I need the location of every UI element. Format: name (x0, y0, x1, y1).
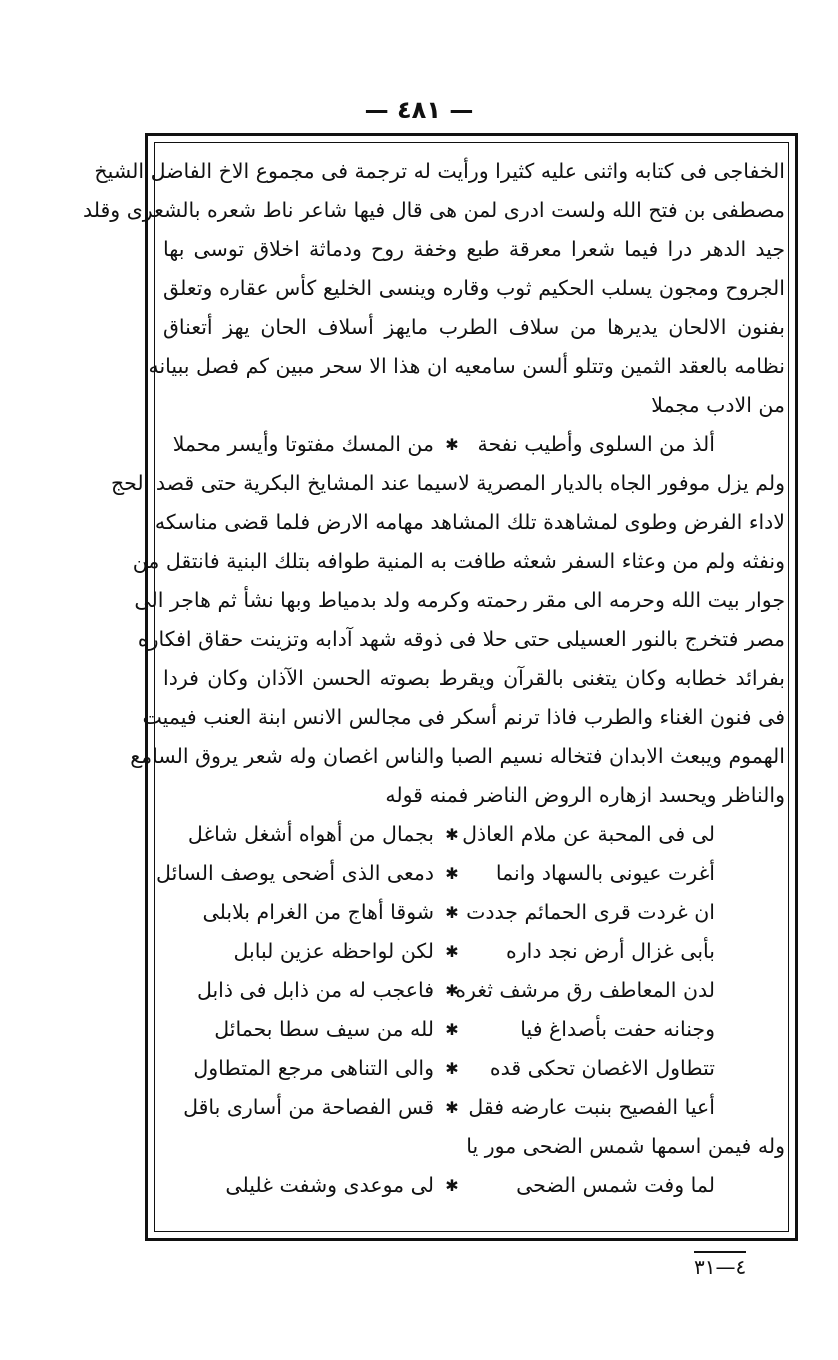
prose-line: مصطفى بن فتح الله ولست ادرى لمن هى قال فيها شاعر ناط شعره بالشعرى وقلد (82, 198, 785, 222)
verse-separator-star: ✱ (445, 435, 459, 454)
verse-separator-star: ✱ (445, 1098, 459, 1117)
verse-second-hemistich: من المسك مفتوتا وأيسر محملا (172, 432, 434, 456)
verse-line (163, 932, 785, 971)
verse-separator-star: ✱ (445, 825, 459, 844)
verse-separator-star: ✱ (445, 981, 459, 1000)
prose-line: مصر فتخرج بالنور العسيلى حتى حلا فى ذوقه شهد آدابه وتزينت حقاق افكاره (137, 627, 785, 651)
verse-line (163, 971, 785, 1010)
verse-separator-star: ✱ (445, 864, 459, 883)
verse-first-hemistich: لى فى المحبة عن ملام العاذل (462, 822, 715, 846)
verse-second-hemistich: لى موعدى وشفت غليلى (225, 1173, 434, 1197)
verse-second-hemistich: قس الفصاحة من أسارى باقل (183, 1095, 434, 1119)
verse-second-hemistich: والى التناهى مرجع المتطاول (193, 1056, 434, 1080)
verse-second-hemistich: لكن لواحظه عزين لبابل (233, 939, 434, 963)
verse-line (163, 1049, 785, 1088)
verse-second-hemistich: بجمال من أهواه أشغل شاغل (187, 822, 434, 846)
signature-mark: ٤—٣١ (694, 1251, 746, 1279)
verse-line (163, 893, 785, 932)
verse-second-hemistich: دمعى الذى أضحى يوصف السائل (156, 861, 434, 885)
verse-first-hemistich: تتطاول الاغصان تحكى قده (489, 1056, 715, 1080)
body-text (82, 152, 785, 1205)
prose-line: نظامه بالعقد الثمين وتتلو ألسن سامعيه ان هذا الا سحر مبين كم فصل ببيانه (148, 354, 785, 378)
prose-line: والناظر ويحسد ازهاره الروض الناضر فمنه قوله (385, 783, 785, 807)
verse-line (156, 854, 785, 893)
verse-separator-star: ✱ (445, 1059, 459, 1078)
verse-line (163, 1088, 785, 1127)
verse-separator-star: ✱ (445, 1020, 459, 1039)
prose-line: ولم يزل موفور الجاه بالديار المصرية لاسيما عند المشايخ البكرية حتى قصد الحج (110, 471, 785, 495)
prose-line: ونفثه ولم من وعثاء السفر شعثه طافت به المنية طوافه بتلك البنية فانتقل من (132, 549, 785, 573)
prose-line: لاداء الفرض وطوى لمشاهدة تلك المشاهد مهامه الارض فلما قضى مناسكه (154, 510, 785, 534)
prose-line: الخفاجى فى كتابه واثنى عليه كثيرا ورأيت له ترجمة فى مجموع الاخ الفاضل الشيخ (94, 159, 785, 183)
verse-separator-star: ✱ (445, 942, 459, 961)
verse-first-hemistich: ألذ من السلوى وأطيب نفحة (477, 432, 715, 456)
verse-first-hemistich: أعيا الفصيح بنبت عارضه فقل (468, 1095, 715, 1119)
prose-line: بفرائد خطابه وكان يتغنى بالقرآن ويقرط بصوته الحسن الآذان وكان فردا (163, 666, 785, 690)
verse-first-hemistich: أغرت عيونى بالسهاد وانما (495, 861, 715, 885)
verse-line (163, 425, 785, 464)
verse-separator-star: ✱ (445, 903, 459, 922)
prose-line: الهموم ويبعث الابدان فتخاله نسيم الصبا والناس اغصان وله شعر يروق السامع (130, 744, 785, 768)
verse-line (163, 1166, 785, 1205)
verse-first-hemistich: وجنانه حفت بأصداغ فيا (520, 1017, 715, 1041)
prose-line: فى فنون الغناء والطرب فاذا ترنم أسكر فى مجالس الانس ابنة العنب فيميت (142, 705, 785, 729)
verse-line (163, 815, 785, 854)
verse-first-hemistich: لدن المعاطف رق مرشف ثغره (455, 978, 715, 1002)
prose-line: وله فيمن اسمها شمس الضحى مور يا (466, 1134, 785, 1158)
verse-second-hemistich: لله من سيف سطا بحمائل (214, 1017, 434, 1041)
verse-first-hemistich: بأبى غزال أرض نجد داره (506, 939, 715, 963)
verse-second-hemistich: فاعجب له من ذابل فى ذابل (196, 978, 434, 1002)
verse-line (163, 1010, 785, 1049)
verse-first-hemistich: لما وفت شمس الضحى (516, 1173, 715, 1197)
verse-second-hemistich: شوقا أهاج من الغرام بلابلى (202, 900, 434, 924)
prose-line: الجروح ومجون يسلب الحكيم ثوب وقاره وينسى الخليع كأس عقاره وتعلق (163, 276, 785, 300)
prose-line: بفنون الالحان يديرها من سلاف الطرب مايهز أسلاف الحان يهز أتعناق (163, 315, 785, 339)
prose-line: جوار بيت الله وحرمه الى مقر رحمته وكرمه ولد بدمياط وبها نشأ ثم هاجر الى (134, 588, 785, 612)
prose-line: من الادب مجملا (651, 393, 785, 417)
verse-first-hemistich: ان غردت قرى الحمائم جددت (466, 900, 715, 924)
verse-separator-star: ✱ (445, 1176, 459, 1195)
prose-line: جيد الدهر درا فيما شعرا معرقة طبع وخفة روح ودماثة اخلاق توسى بها (163, 237, 785, 261)
page-number: — ٤٨١ — (364, 96, 474, 124)
